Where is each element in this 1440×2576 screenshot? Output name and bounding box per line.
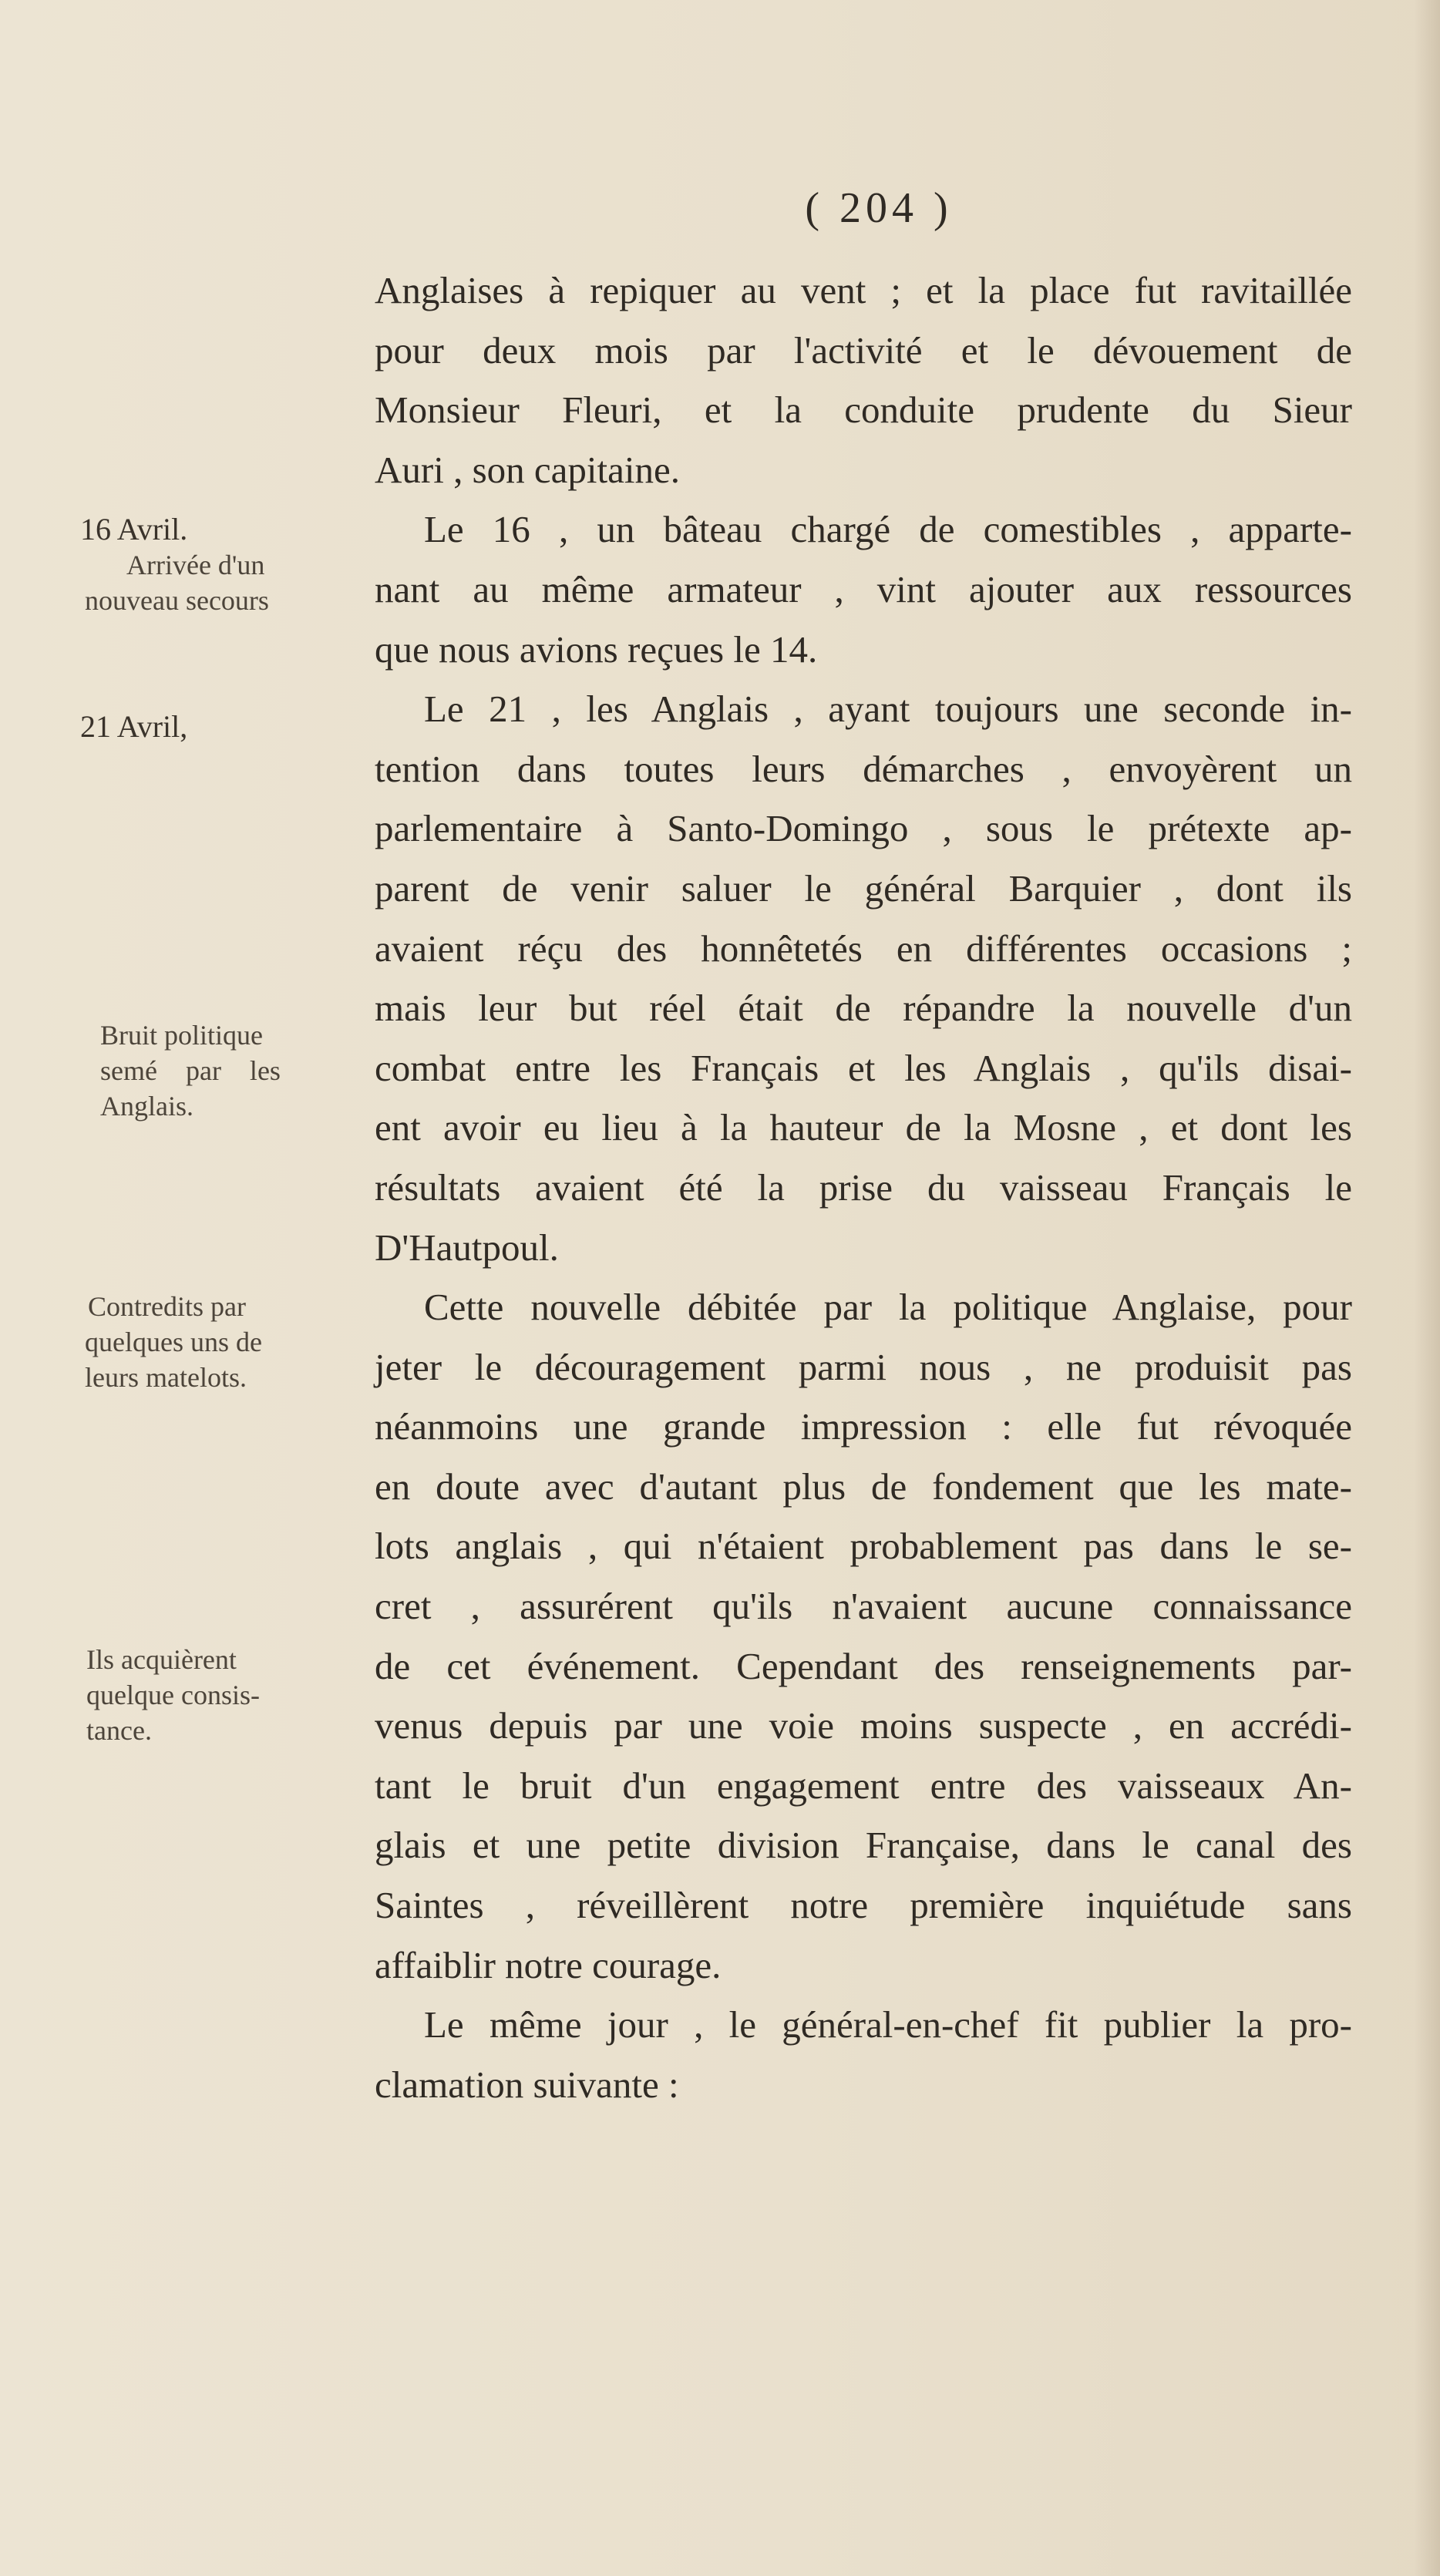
body-line: Cette nouvelle débitée par la politique Anglaise, pour	[424, 1286, 1352, 1329]
body-line: D'Hautpoul.	[375, 1226, 559, 1269]
body-line: de cet événement. Cependant des renseignements par-	[375, 1644, 1352, 1687]
margin-note-line: Anglais.	[100, 1091, 193, 1122]
body-line: Le 21 , les Anglais , ayant toujours une seconde in-	[424, 688, 1352, 731]
body-line: lots anglais , qui n'étaient probablement pas dans le se-	[375, 1525, 1352, 1568]
body-line: Anglaises à repiquer au vent ; et la place fut ravitaillée	[375, 269, 1352, 311]
body-line: avaient réçu des honnêtetés en différentes occasions ;	[375, 926, 1352, 970]
margin-note-line: quelques uns de	[85, 1327, 262, 1357]
margin-note-line: tance.	[86, 1715, 152, 1746]
body-line: Le 16 , un bâteau chargé de comestibles , apparte-	[424, 508, 1352, 551]
margin-note-bruit-politique	[80, 1017, 358, 1124]
margin-note-21-avril	[80, 709, 358, 745]
body-line: Le même jour , le général-en-chef fit publier la pro-	[424, 2003, 1352, 2046]
margin-note-16-avril	[80, 512, 358, 618]
body-line: pour deux mois par l'activité et le dévouement de	[375, 328, 1352, 372]
body-line: clamation suivante :	[375, 2063, 679, 2106]
body-line: Monsieur Fleuri, et la conduite prudente du Sieur	[375, 388, 1352, 432]
body-line: néanmoins une grande impression : elle fut révoquée	[375, 1405, 1352, 1448]
margin-note-line: Contredits par	[88, 1291, 246, 1322]
body-line: jeter le découragement parmi nous , ne produisit pas	[375, 1345, 1352, 1388]
body-line: en doute avec d'autant plus de fondement que les mate-	[375, 1465, 1352, 1508]
body-text	[375, 261, 1352, 2114]
margin-note-line: Bruit politique	[100, 1020, 263, 1051]
body-line: combat entre les Français et les Anglais , qu'ils disai-	[375, 1046, 1352, 1089]
body-line: tention dans toutes leurs démarches , envoyèrent un	[375, 747, 1352, 790]
margin-note-line: semé par les	[100, 1055, 281, 1086]
margin-note-line: Arrivée d'un	[126, 550, 265, 580]
margin-note-ils-acquierent	[80, 1642, 358, 1748]
body-line: Auri , son capitaine.	[375, 448, 680, 491]
body-line: tant le bruit d'un engagement entre des vaisseaux An-	[375, 1764, 1352, 1807]
page-edge-shadow	[1414, 0, 1440, 2576]
margin-note-line: 16 Avril.	[80, 512, 188, 546]
body-line: que nous avions reçues le 14.	[375, 627, 818, 671]
page-number: ( 204 )	[805, 184, 953, 232]
body-line: parlementaire à Santo-Domingo , sous le prétexte ap-	[375, 807, 1352, 850]
body-line: venus depuis par une voie moins suspecte , en accrédi-	[375, 1704, 1352, 1747]
body-line: mais leur but réel était de répandre la nouvelle d'un	[375, 987, 1352, 1030]
body-line: cret , assurérent qu'ils n'avaient aucune connaissance	[375, 1585, 1352, 1628]
margin-note-line: nouveau secours	[85, 585, 269, 616]
body-line: résultats avaient été la prise du vaisseau Français le	[375, 1165, 1352, 1209]
margin-note-line: leurs matelots.	[85, 1362, 247, 1393]
margin-note-line: 21 Avril,	[80, 709, 188, 744]
body-line: ent avoir eu lieu à la hauteur de la Mosne , et dont les	[375, 1106, 1352, 1149]
body-line: nant au même armateur , vint ajouter aux ressources	[375, 567, 1352, 610]
margin-note-line: Ils acquièrent	[86, 1644, 237, 1675]
margin-note-line: quelque consis-	[86, 1680, 260, 1710]
body-line: Saintes , réveillèrent notre première inquiétude sans	[375, 1884, 1352, 1927]
body-line: parent de venir saluer le général Barquier , dont ils	[375, 866, 1352, 910]
body-line: affaiblir notre courage.	[375, 1943, 722, 1986]
margin-note-contredits	[80, 1289, 358, 1395]
body-line: glais et une petite division Française, dans le canal des	[375, 1824, 1352, 1867]
